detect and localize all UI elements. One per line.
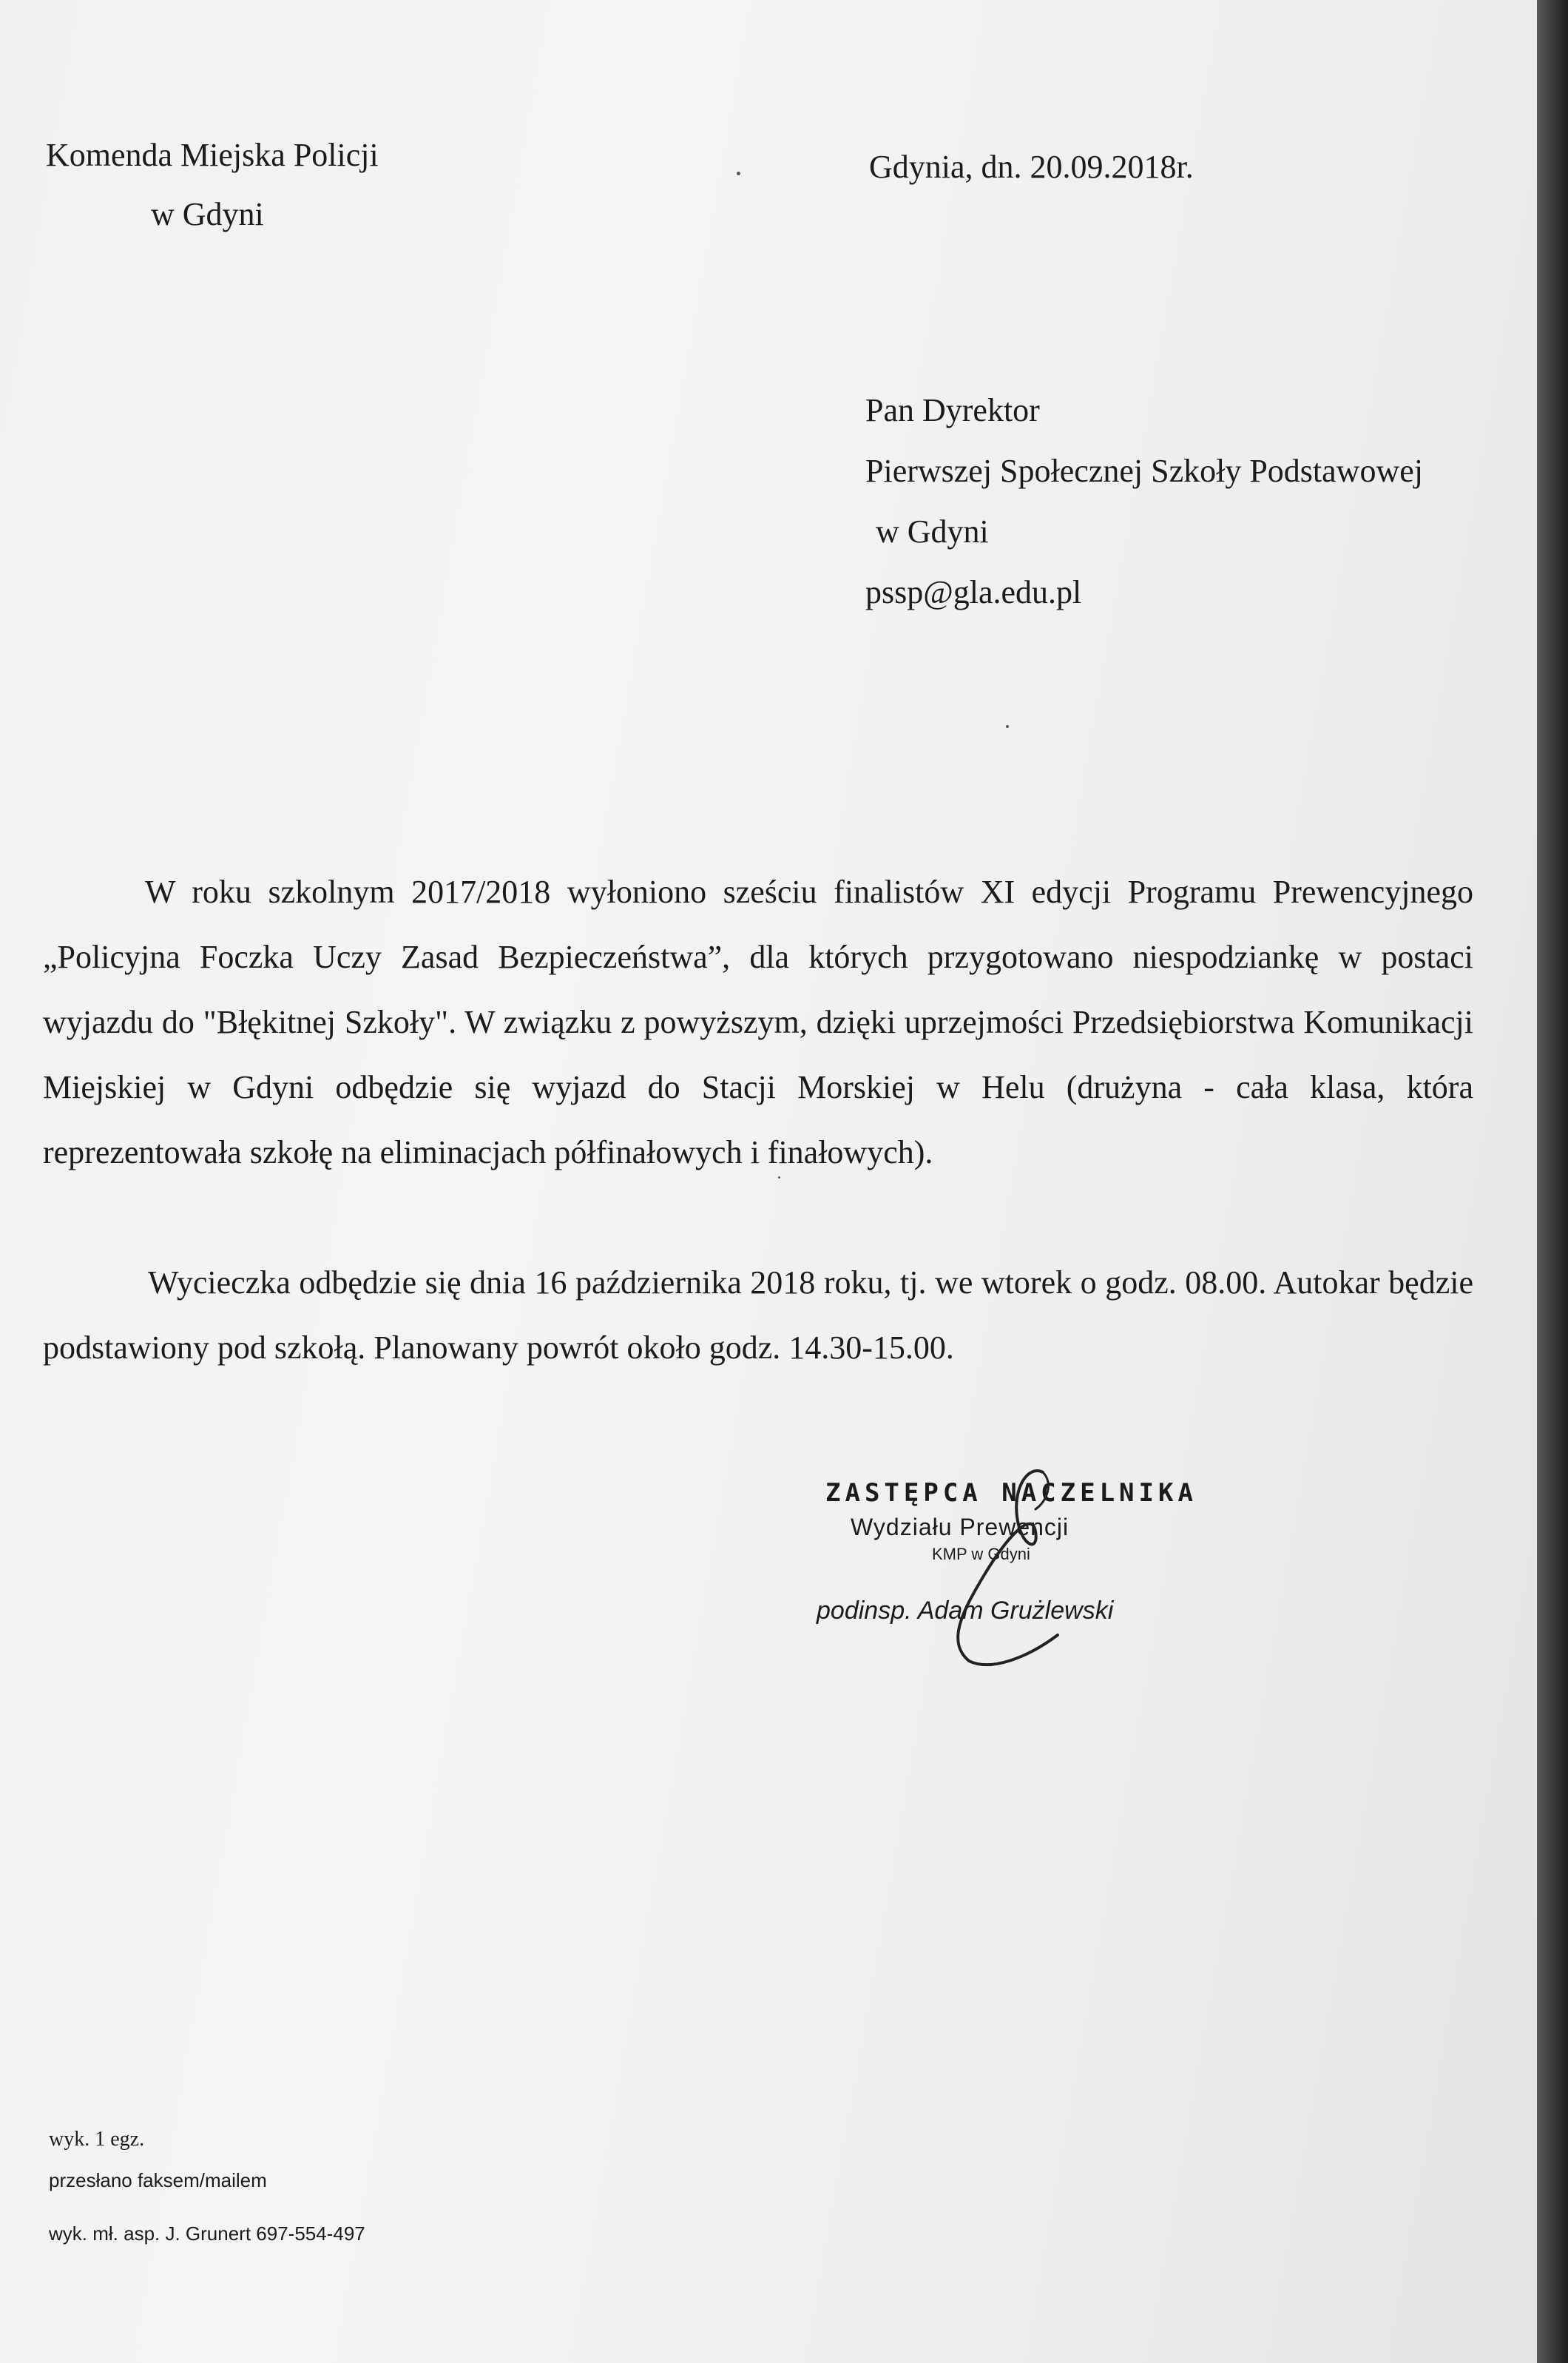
- sender-block: [46, 126, 379, 244]
- footer-prepared-by: wyk. mł. asp. J. Grunert 697-554-497: [49, 2222, 365, 2245]
- recipient-email: pssp@gla.edu.pl: [865, 574, 1082, 610]
- stamp-name: podinsp. Adam Grużlewski: [817, 1597, 1114, 1625]
- stamp-department: Wydziału Prewencji: [851, 1514, 1069, 1540]
- paper-speck: [737, 172, 740, 175]
- recipient-title: Pan Dyrektor: [865, 392, 1040, 428]
- scan-edge: [1537, 0, 1568, 2363]
- body-paragraph-1: W roku szkolnym 2017/2018 wyłoniono sześciu finalistów XI edycji Programu Prewencyjnego „Policyjna Foczka Uczy Zasad Bezpieczeństwa”, dla których przygotowano niespodziankę w postaci wyjazdu do "Błękitnej Szkoły". W związku z powyższym, dzięki uprzejmości Przedsiębiorstwa Komunikacji Miejskiej w Gdyni odbędzie się wyjazd do Stacji Morskiej w Helu (drużyna - cała klasa, która reprezentowała szkołę na eliminacjach półfinałowych i finałowych).: [43, 874, 1473, 1170]
- recipient-city: w Gdyni: [876, 513, 989, 550]
- signature-stamp: [814, 1465, 1228, 1672]
- letter-date: Gdynia, dn. 20.09.2018r.: [869, 149, 1194, 185]
- sender-city: w Gdyni: [151, 196, 264, 232]
- paper-speck: [1006, 725, 1009, 728]
- footer-sent-via: przesłano faksem/mailem: [49, 2169, 267, 2191]
- stamp-title: ZASTĘPCA NACZELNIKA: [825, 1478, 1197, 1508]
- paper-speck: [778, 1176, 780, 1179]
- handwritten-signature: [932, 1457, 1095, 1672]
- body-paragraph-2: Wycieczka odbędzie się dnia 16 października 2018 roku, tj. we wtorek o godz. 08.00. Autokar będzie podstawiony pod szkołą. Planowany powrót około godz. 14.30-15.00.: [43, 1264, 1473, 1366]
- stamp-unit: KMP w Gdyni: [932, 1545, 1030, 1563]
- sender-name: Komenda Miejska Policji: [46, 137, 379, 173]
- recipient-school: Pierwszej Społecznej Szkoły Podstawowej: [865, 453, 1423, 489]
- recipient-block: [865, 380, 1423, 623]
- footer-copies: wyk. 1 egz.: [49, 2128, 145, 2151]
